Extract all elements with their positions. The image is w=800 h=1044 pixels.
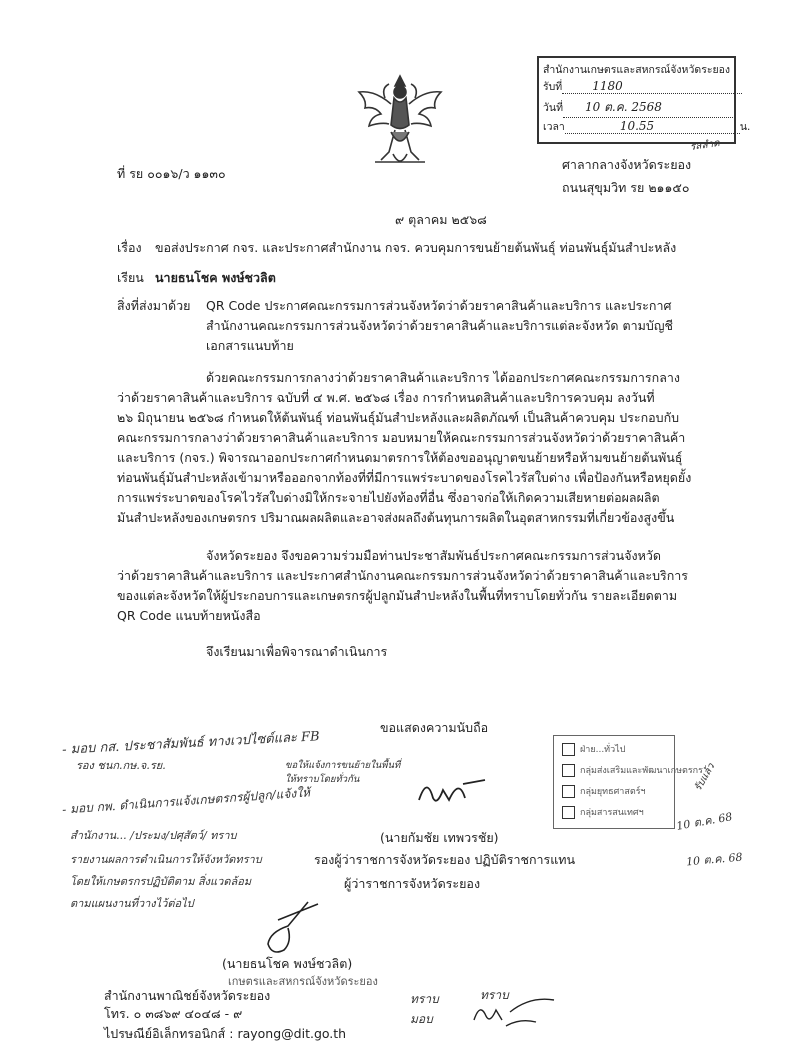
closing-request: จึงเรียนมาเพื่อพิจารณาดำเนินการ [206, 644, 388, 659]
enclosure-line: สำนักงานคณะกรรมการส่วนจังหวัดว่าด้วยราคาสินค้าและบริการแต่ละจังหวัด ตามบัญชี [206, 318, 673, 333]
handwritten-note: ทราบ [410, 992, 439, 1006]
letter-date: ๙ ตุลาคม ๒๕๖๘ [395, 212, 487, 227]
signer-title: รองผู้ว่าราชการจังหวัดระยอง ปฏิบัติราชการแทน [314, 852, 576, 867]
para1-line: มันสำปะหลังของเกษตรกร ปริมาณผลผลิตและอาจส่งผลถึงต้นทุนการผลิตในอุตสาหกรรมที่เกี่ยวข้องสูงขึ้น [117, 510, 675, 525]
handwritten-note: ขอให้แจ้งการขนย้ายในพื้นที่ [285, 760, 401, 771]
footer-phone: โทร. ๐ ๓๘๖๙ ๔๐๔๘ - ๙ [104, 1006, 243, 1021]
para2-line: QR Code แนบท้ายหนังสือ [117, 608, 261, 623]
stamp-date-value: 10 ต.ค. 2568 [585, 100, 662, 114]
handwritten-note: 10 ต.ค. 68 [685, 850, 743, 869]
recipient-sign-office: เกษตรและสหกรณ์จังหวัดระยอง [228, 975, 378, 988]
para2-line: จังหวัดระยอง จึงขอความร่วมมือท่านประชาสัมพันธ์ประกาศคณะกรรมการส่วนจังหวัด [206, 548, 662, 563]
handwritten-note: สำนักงาน... /ประมง/ปศุสัตว์/ ทราบ [70, 829, 237, 842]
handwritten-note: ตามแผนงานที่วางไว้ต่อไป [70, 897, 194, 910]
para1-line: ด้วยคณะกรรมการกลางว่าด้วยราคาสินค้าและบริการ ได้ออกประกาศคณะกรรมการกลาง [206, 370, 680, 385]
para2-line: ว่าด้วยราคาสินค้าและบริการ และประกาศสำนักงานคณะกรรมการส่วนจังหวัดว่าด้วยราคาสินค้าและบริการ [117, 568, 689, 583]
stamp-office: สำนักงานเกษตรและสหกรณ์จังหวัดระยอง [543, 64, 731, 76]
signature-mark-icon [415, 770, 495, 810]
para1-line: และบริการ (กจร.) พิจารณาออกประกาศกำหนดมาตรการให้ต้องขออนุญาตขนย้ายหรือห้ามขนย้ายต้นพันธุ์ [117, 450, 683, 465]
subject-text: ขอส่งประกาศ กจร. และประกาศสำนักงาน กจร. ควบคุมการขนย้ายต้นพันธุ์ ท่อนพันธุ์มันสำปะหลัง [155, 240, 677, 255]
stamp-date-label: วันที่ [543, 102, 563, 114]
stamp-time-unit: น. [739, 121, 751, 133]
checkbox [562, 806, 575, 819]
handwritten-note: รายงานผลการดำเนินการให้จังหวัดทราบ [70, 853, 262, 866]
stamp-received-no: 1180 [592, 79, 623, 93]
para1-line: ๒๖ มิถุนายน ๒๕๖๘ กำหนดให้ต้นพันธุ์ ท่อนพันธุ์มันสำปะหลังและผลิตภัณฑ์ เป็นสินค้าควบคุม ประกอบกับ [117, 410, 680, 425]
to-name: นายธนโชค พงษ์ชวลิต [155, 270, 276, 285]
distribution-item: กลุ่มสารสนเทศฯ [580, 808, 644, 818]
distribution-stamp [553, 735, 703, 829]
checkbox [562, 743, 575, 756]
stamp-time-label: เวลา [543, 121, 565, 133]
enclosure-label: สิ่งที่ส่งมาด้วย [117, 298, 191, 313]
handwritten-note: โดยให้เกษตรกรปฏิบัติตาม สิ่งแวดล้อม [70, 875, 252, 888]
salutation: ขอแสดงความนับถือ [380, 720, 489, 735]
receipt-stamp [537, 56, 751, 144]
enclosure-line: QR Code ประกาศคณะกรรมการส่วนจังหวัดว่าด้วยราคาสินค้าและบริการ และประกาศ [206, 298, 672, 313]
checkbox [562, 764, 575, 777]
para1-line: ท่อนพันธุ์มันสำปะหลังเข้ามาหรือออกจากท้องที่ที่มีการแพร่ระบาดของโรคไวรัสใบด่าง เพื่อป้องกันหรือหยุดยั้ง [117, 470, 692, 485]
handwritten-note: - มอบ กส. ประชาสัมพันธ์ ทางเวปไซต์และ FB [61, 729, 321, 758]
handwritten-note: 10 ต.ค. 68 [675, 810, 734, 833]
to-label: เรียน [117, 270, 144, 285]
footer-email: ไปรษณีย์อิเล็กทรอนิกส์ : rayong@dit.go.th [104, 1026, 347, 1041]
handwritten-note: - มอบ กพ. ดำเนินการแจ้งเกษตรกรผู้ปลูก/แจ้งให้ [61, 785, 311, 817]
handwritten-note: ให้ทราบโดยทั่วกัน [285, 774, 360, 785]
enclosure-line: เอกสารแนบท้าย [206, 338, 294, 353]
signer-title: ผู้ว่าราชการจังหวัดระยอง [344, 876, 481, 891]
reference-number: ที่ รย ๐๐๑๖/ว ๑๑๓๐ [117, 166, 226, 181]
para2-line: ของแต่ละจังหวัดให้ผู้ประกอบการและเกษตรกรผู้ปลูกมันสำปะหลังในพื้นที่ทราบโดยทั่วกัน รายละเอียดตาม [117, 588, 678, 603]
signer-name: (นายกัมชัย เทพวรชัย) [380, 830, 499, 845]
stamp-time-value: 10.55 [619, 119, 655, 133]
recipient-sign-name: (นายธนโชค พงษ์ชวลิต) [222, 956, 353, 971]
distribution-item: กลุ่มส่งเสริมและพัฒนาเกษตรกร [580, 766, 703, 776]
stamp-received-label: รับที่ [543, 81, 563, 93]
footer-office: สำนักงานพาณิชย์จังหวัดระยอง [104, 988, 271, 1003]
para1-line: การแพร่ระบาดของโรคไวรัสใบด่างมิให้กระจายไปยังท้องที่อื่น ซึ่งอาจก่อให้เกิดความเสียหายต่อผลผลิต [117, 490, 660, 505]
recipient-signature-icon [248, 898, 328, 958]
garuda-emblem-icon [345, 70, 455, 175]
checkbox [562, 785, 575, 798]
sender-address: ถนนสุขุมวิท รย ๒๑๑๕๐ [562, 180, 690, 195]
subject-label: เรื่อง [117, 240, 142, 255]
handwritten-note: ทราบ [480, 988, 509, 1002]
sender-name: ศาลากลางจังหวัดระยอง [562, 157, 692, 172]
stamp-initials: รสลำด [689, 137, 721, 154]
ack-signature-icon [470, 992, 560, 1032]
para1-line: คณะกรรมการกลางว่าด้วยราคาสินค้าและบริการ มอบหมายให้คณะกรรมการส่วนจังหวัดว่าด้วยราคาสินค้า [117, 430, 686, 445]
handwritten-note: รับแล้ว [692, 761, 718, 794]
distribution-item: กลุ่มยุทธศาสตร์ฯ [580, 787, 646, 797]
handwritten-note: รอง ชนก.กษ.จ.รย. [76, 759, 166, 772]
handwritten-note: มอบ [410, 1012, 433, 1026]
distribution-item: ฝ่าย...ทั่วไป [580, 745, 626, 755]
para1-line: ว่าด้วยราคาสินค้าและบริการ ฉบับที่ ๔ พ.ศ. ๒๕๖๘ เรื่อง การกำหนดสินค้าและบริการควบคุม ลงวันที่ [117, 390, 655, 405]
